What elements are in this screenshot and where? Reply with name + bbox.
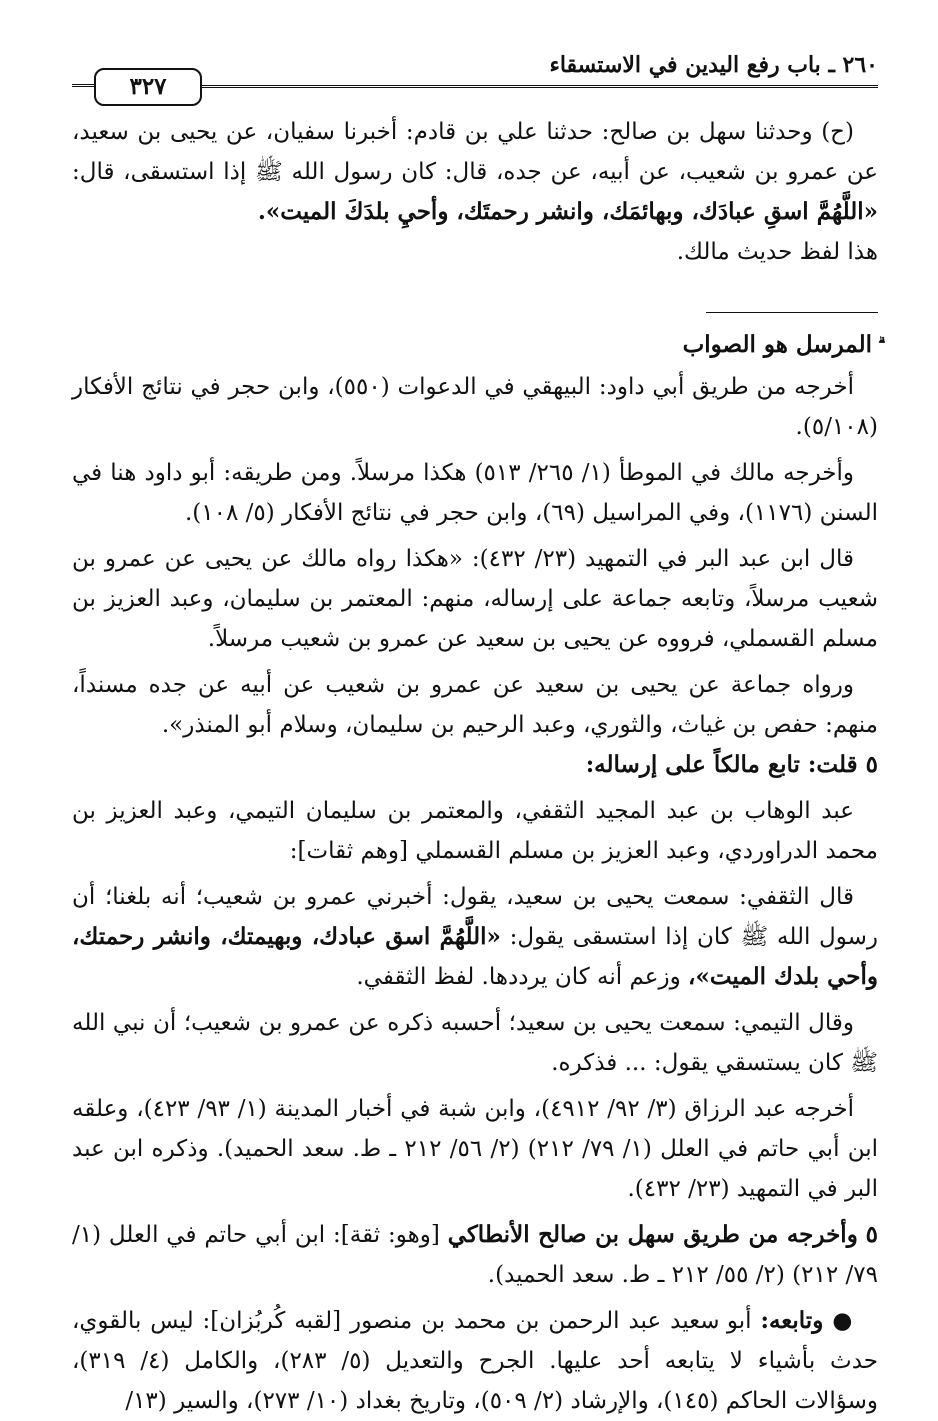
note-paragraph: قال ابن عبد البر في التمهيد (٢٣/ ٤٣٢): «هكذا رواه مالك عن يحيى عن عمرو بن شعيب مرسلاً، وتابعه جماعة على إرساله، منهم: المعتمر بن سليمان، وعبد العزيز بن مسلم القسملي، فرووه عن يحيى بن سعيد عن عمرو بن شعيب مرسلاً.: [72, 546, 878, 652]
note-paragraph: [72, 1301, 878, 1421]
hadith-matn: «اللَّهُمَّ اسقِ عبادَك، وبهائمَك، وانشر رحمتَك، وأحيِ بلدَكَ الميت».: [257, 198, 878, 225]
footnotes: [72, 325, 878, 1421]
page-header: [72, 40, 878, 112]
note-bold-text: وتابعه:: [760, 1307, 824, 1334]
qult-heading: [72, 745, 878, 785]
bullet-icon: ٥: [865, 1221, 879, 1248]
note-paragraph: وأخرجه مالك في الموطأ (١/ ٢٦٥/ ٥١٣) هكذا مرسلاً. ومن طريقه: أبو داود هنا في السنن (١١٧٦)، وفي المراسيل (٦٩)، وابن حجر في نتائج الأفكار (٥/ ١٠٨).: [72, 460, 878, 526]
main-text: [72, 112, 878, 272]
note-text: [وهو: ثقة]: ابن أبي حاتم في العلل (١/ ٧٩/ ٢١٢) (٢/ ٥٥/ ٢١٢ ـ ط. سعد الحميد).: [72, 1222, 878, 1288]
note-paragraph: [72, 877, 878, 997]
footnote-separator: [706, 312, 878, 313]
hadith-paragraph: [72, 112, 878, 232]
note-paragraph: أخرجه من طريق أبي داود: البيهقي في الدعوات (٥٥٠)، وابن حجر في نتائج الأفكار (٥/١٠٨).: [72, 374, 878, 440]
hadith-matn: «اللَّهُمَّ اسق عبادك، وبهيمتك، وانشر رحمتك، وأحي بلدك الميت»،: [72, 923, 878, 990]
note-text: وزعم أنه كان يرددها. لفظ الثقفي.: [356, 964, 681, 990]
note-text: أبو سعيد عبد الرحمن بن محمد بن منصور [لقبه كُربُزان]: ليس بالقوي، حدث بأشياء لا يتابعه أحد عليها. الجرح والتعديل (٥/ ٢٨٣)، والكامل (٤/ ٣١٩)، وسؤالات الحاكم (١٤٥)، والإرشاد (٢/ ٥٠٩)، وتاريخ بغداد (١٠/ ٢٧٣)، والسير (١٣/: [72, 1308, 879, 1414]
page: [72, 40, 878, 1421]
note-bold-text: وأخرجه من طريق سهل بن صالح الأنطاكي: [447, 1221, 858, 1248]
note-paragraph: ورواه جماعة عن يحيى بن سعيد عن عمرو بن شعيب عن أبيه عن جده مسنداً، منهم: حفص بن غياث، والثوري، وعبد الرحيم بن سليمان، وسلام أبو المنذر».: [72, 672, 878, 738]
note-paragraph: وقال التيمي: سمعت يحيى بن سعيد؛ أحسبه ذكره عن عمرو بن شعيب؛ أن نبي الله ﷺ كان يستسقي يقول: ... فذكره.: [72, 1010, 878, 1076]
bullet-icon: ٥: [865, 751, 878, 778]
header-rule: [192, 85, 878, 88]
note-paragraph: [72, 1215, 878, 1295]
note-text: قال الثقفي: سمعت يحيى بن سعيد، يقول: أخبرني عمرو بن شعيب؛ أنه بلغنا؛ أن رسول الله ﷺ كان إذا استسقى يقول:: [72, 884, 878, 950]
hadith-isnad: (ح) وحدثنا سهل بن صالح: حدثنا علي بن قادم: أخبرنا سفيان، عن يحيى بن سعيد، عن عمرو بن شعيب، عن أبيه، عن جده، قال: كان رسول الله ﷺ إذا استسقى، قال:: [72, 119, 878, 185]
note-paragraph: عبد الوهاب بن عبد المجيد الثقفي، والمعتمر بن سليمان التيمي، وعبد العزيز بن محمد الدراوردي، وعبد العزيز بن مسلم القسملي [وهم ثقات]:: [72, 798, 878, 864]
page-number: ٣٢٧: [94, 68, 202, 106]
dot-icon: ●: [832, 1308, 854, 1334]
section-heading: [72, 325, 878, 367]
header-rule-end: [72, 84, 94, 87]
chapter-title: ٢٦٠ ـ باب رفع اليدين في الاستسقاء: [549, 52, 878, 78]
heading-text: المرسل هو الصواب: [682, 331, 872, 358]
hadith-note: هذا لفظ حديث مالك.: [676, 239, 878, 265]
note-paragraph: أخرجه عبد الرزاق (٣/ ٩٢/ ٤٩١٢)، وابن شبة في أخبار المدينة (١/ ٩٣/ ٤٢٣)، وعلقه ابن أبي حاتم في العلل (١/ ٧٩/ ٢١٢) (٢/ ٥٦/ ٢١٢ ـ ط. سعد الحميد). وذكره ابن عبد البر في التمهيد (٢٣/ ٤٣٢).: [72, 1096, 879, 1202]
qult-text: قلت: تابع مالكاً على إرساله:: [585, 751, 858, 778]
